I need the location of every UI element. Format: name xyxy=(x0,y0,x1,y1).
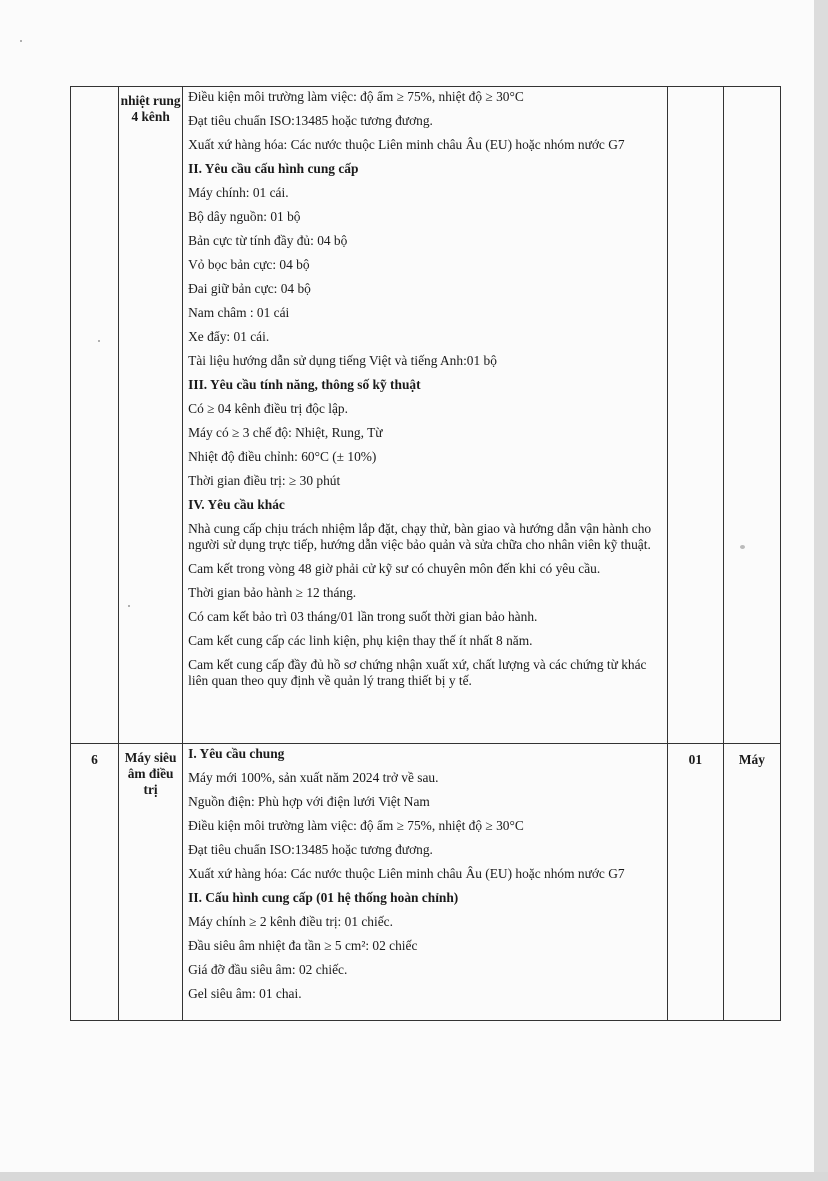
spec-line: Cam kết cung cấp các linh kiện, phụ kiện thay thế ít nhất 8 năm. xyxy=(188,633,533,648)
row-device-name: Máy siêu âm điều trị xyxy=(119,744,183,1021)
spec-line: Đạt tiêu chuẩn ISO:13485 hoặc tương đương. xyxy=(188,113,433,128)
spec-line: Thời gian bảo hành ≥ 12 tháng. xyxy=(188,585,357,600)
row-unit: Máy xyxy=(723,744,780,1021)
row-spec-content xyxy=(183,87,668,744)
spec-line: Bộ dây nguồn: 01 bộ xyxy=(188,209,301,224)
row-quantity xyxy=(667,87,723,744)
spec-line: Bản cực từ tính đầy đủ: 04 bộ xyxy=(188,233,348,248)
table-body xyxy=(71,87,781,1021)
spec-line: Nguồn điện: Phù hợp với điện lưới Việt Nam xyxy=(188,794,430,809)
row-quantity: 01 xyxy=(667,744,723,1021)
scan-speck xyxy=(20,40,22,42)
spec-section-heading: II. Cấu hình cung cấp (01 hệ thống hoàn chỉnh) xyxy=(188,890,459,905)
spec-line: Máy mới 100%, sản xuất năm 2024 trở về sau. xyxy=(188,770,439,785)
spec-line: Cam kết cung cấp đầy đủ hồ sơ chứng nhận xuất xứ, chất lượng và các chứng từ khác liên quan theo quy định về quản lý trang thiết bị y tế. xyxy=(188,657,647,688)
spec-line: Cam kết trong vòng 48 giờ phải cử kỹ sư có chuyên môn đến khi có yêu cầu. xyxy=(188,561,601,576)
spec-line: Nhà cung cấp chịu trách nhiệm lắp đặt, chạy thử, bàn giao và hướng dẫn vận hành cho người sử dụng trực tiếp, hướng dẫn việc bảo quản và sửa chữa cho nhân viên kỹ thuật. xyxy=(188,521,652,552)
spec-line: Nhiệt độ điều chỉnh: 60°C (± 10%) xyxy=(188,449,377,464)
spec-line: Đạt tiêu chuẩn ISO:13485 hoặc tương đương. xyxy=(188,842,433,857)
spec-line: Vỏ bọc bản cực: 04 bộ xyxy=(188,257,310,272)
spec-line: Điều kiện môi trường làm việc: độ ẩm ≥ 75%, nhiệt độ ≥ 30°C xyxy=(188,89,524,104)
spec-lines xyxy=(188,89,663,689)
spec-line: Máy có ≥ 3 chế độ: Nhiệt, Rung, Từ xyxy=(188,425,383,440)
spec-line: Đai giữ bản cực: 04 bộ xyxy=(188,281,311,296)
specification-table xyxy=(70,86,781,1021)
scan-speck xyxy=(740,545,745,549)
spec-line: Gel siêu âm: 01 chai. xyxy=(188,986,302,1001)
spec-line: Đầu siêu âm nhiệt đa tần ≥ 5 cm²: 02 chiếc xyxy=(188,938,418,953)
spec-line: Thời gian điều trị: ≥ 30 phút xyxy=(188,473,341,488)
scan-speck xyxy=(128,605,130,607)
row-device-name: nhiệt rung 4 kênh xyxy=(119,87,183,744)
spec-section-heading: IV. Yêu cầu khác xyxy=(188,497,285,512)
spec-section-heading: III. Yêu cầu tính năng, thông số kỹ thuật xyxy=(188,377,421,392)
spec-line: Điều kiện môi trường làm việc: độ ẩm ≥ 75%, nhiệt độ ≥ 30°C xyxy=(188,818,524,833)
table-row xyxy=(71,744,781,1021)
scan-speck xyxy=(98,340,100,342)
scan-edge-right xyxy=(814,0,828,1181)
row-unit xyxy=(723,87,780,744)
spec-line: Máy chính: 01 cái. xyxy=(188,185,289,200)
spec-lines xyxy=(188,746,663,1002)
spec-section-heading: II. Yêu cầu cấu hình cung cấp xyxy=(188,161,359,176)
spec-line: Tài liệu hướng dẫn sử dụng tiếng Việt và tiếng Anh:01 bộ xyxy=(188,353,497,368)
row-spec-content xyxy=(183,744,668,1021)
spec-line: Xuất xứ hàng hóa: Các nước thuộc Liên minh châu Âu (EU) hoặc nhóm nước G7 xyxy=(188,866,625,881)
spec-line: Có ≥ 04 kênh điều trị độc lập. xyxy=(188,401,348,416)
spec-line: Giá đỡ đầu siêu âm: 02 chiếc. xyxy=(188,962,348,977)
scan-edge-bottom xyxy=(0,1172,828,1181)
spec-section-heading: I. Yêu cầu chung xyxy=(188,746,285,761)
row-stt: 6 xyxy=(71,744,119,1021)
spec-line: Xe đẩy: 01 cái. xyxy=(188,329,270,344)
spec-line: Nam châm : 01 cái xyxy=(188,305,290,320)
row-stt xyxy=(71,87,119,744)
spec-line: Có cam kết bảo trì 03 tháng/01 lần trong suốt thời gian bảo hành. xyxy=(188,609,538,624)
spec-line: Máy chính ≥ 2 kênh điều trị: 01 chiếc. xyxy=(188,914,393,929)
table-row xyxy=(71,87,781,744)
spec-line: Xuất xứ hàng hóa: Các nước thuộc Liên minh châu Âu (EU) hoặc nhóm nước G7 xyxy=(188,137,625,152)
